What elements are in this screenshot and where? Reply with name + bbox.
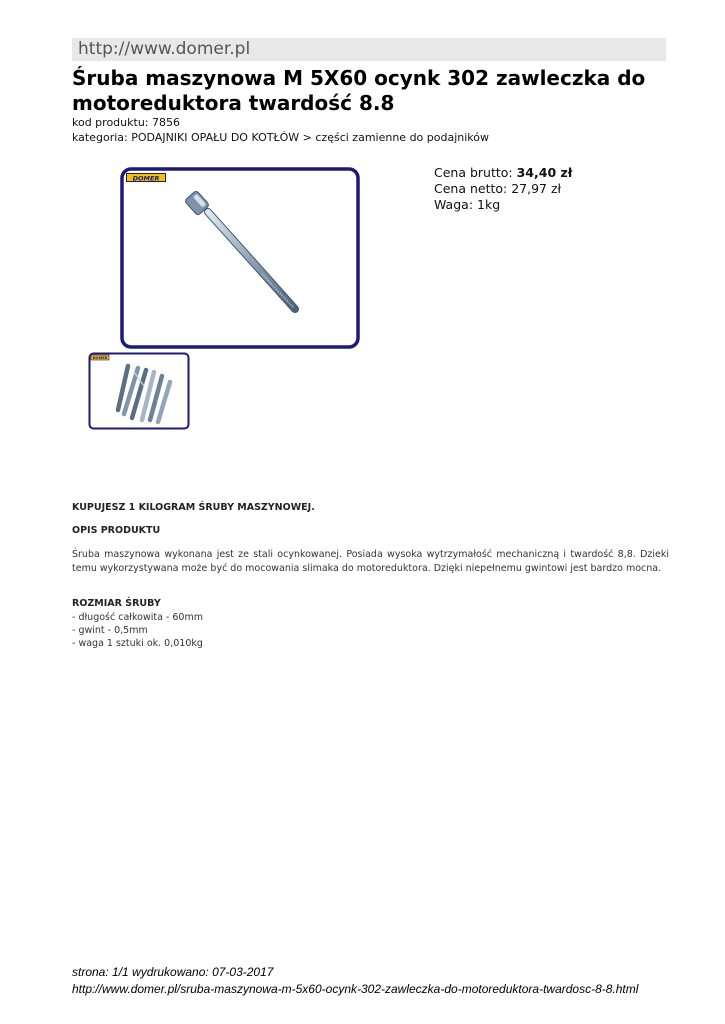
- product-category[interactable]: kategoria: PODAJNIKI OPAŁU DO KOTŁÓW > części zamienne do podajników: [72, 131, 489, 144]
- size-heading: ROZMIAR ŚRUBY: [72, 598, 161, 609]
- price-block: [434, 165, 572, 213]
- gross-price-value: 34,40 zł: [516, 165, 573, 180]
- domer-logo-text: DOMER: [132, 174, 160, 183]
- main-product-image[interactable]: [120, 167, 360, 349]
- product-code: kod produktu: 7856: [72, 116, 180, 129]
- description-paragraph: Śruba maszynowa wykonana jest ze stali ocynkowanej. Posiada wysoka wytrzymałość mechaniczną i twardość 8,8. Dzieki temu wykorzystywana może być do mocowania slimaka do motoreduktora. Dzięki niepełnemu gwintowi jest bardzo mocna.: [72, 549, 669, 574]
- size-item-weight: - waga 1 sztuki ok. 0,010kg: [72, 638, 203, 649]
- footer-page-info: strona: 1/1 wydrukowano: 07-03-2017: [72, 965, 274, 979]
- gross-price-label: Cena brutto:: [434, 165, 517, 180]
- net-price: Cena netto: 27,97 zł: [434, 181, 562, 196]
- size-item-length: - długość całkowita - 60mm: [72, 612, 203, 623]
- site-url[interactable]: http://www.domer.pl: [78, 39, 251, 59]
- description-heading: OPIS PRODUKTU: [72, 525, 161, 536]
- size-item-thread: - gwint - 0,5mm: [72, 625, 148, 636]
- product-title: Śruba maszynowa M 5X60 ocynk 302 zawleczka do motoreduktora twardość 8.8: [72, 66, 646, 115]
- intro-heading: KUPUJESZ 1 KILOGRAM ŚRUBY MASZYNOWEJ.: [72, 502, 315, 513]
- weight: Waga: 1kg: [434, 197, 501, 212]
- thumb-logo-text: DOMER: [92, 356, 108, 360]
- size-list: [72, 611, 669, 650]
- site-url-bar: [72, 38, 666, 61]
- footer-page-url[interactable]: http://www.domer.pl/sruba-maszynowa-m-5x60-ocynk-302-zawleczka-do-motoreduktora-twardosc-8-8.html: [72, 982, 639, 996]
- product-thumbnail[interactable]: [88, 352, 190, 430]
- gross-price: [434, 165, 572, 181]
